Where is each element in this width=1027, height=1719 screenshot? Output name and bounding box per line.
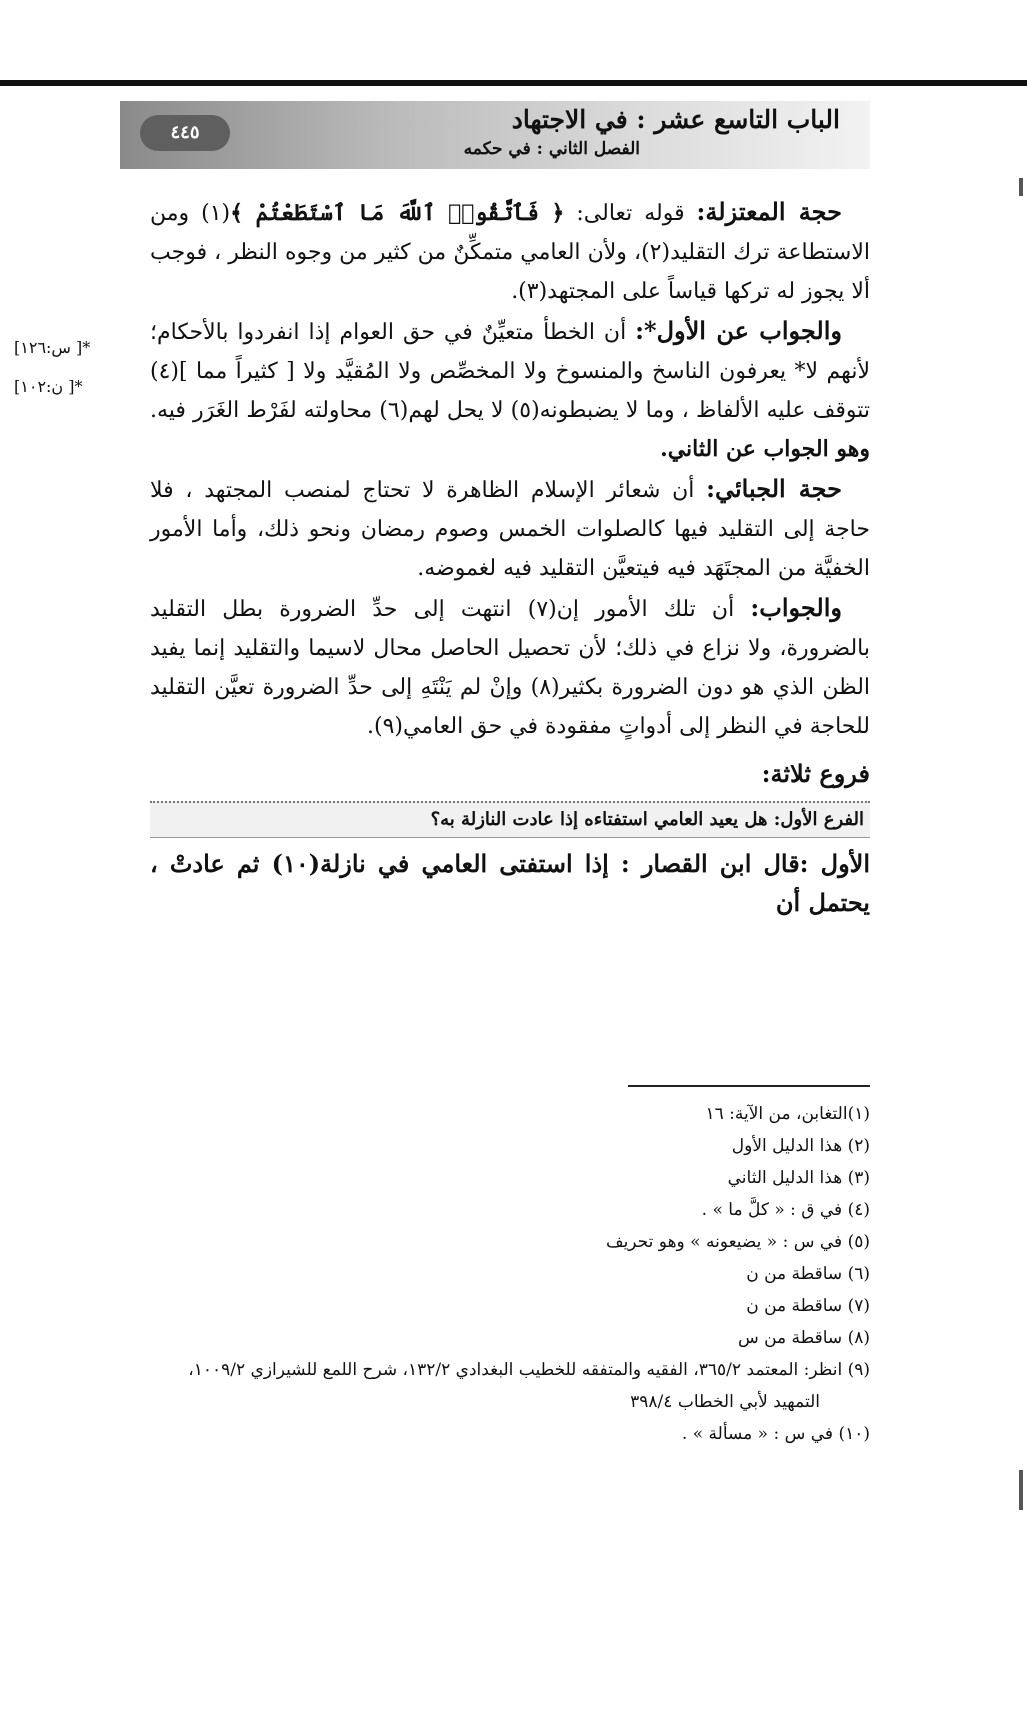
branch-one-title: الفرع الأول: هل يعيد العامي استفتاءه إذا عادت النازلة به؟ bbox=[150, 801, 870, 838]
paragraph-jubbai bbox=[150, 469, 870, 588]
footnote-rule bbox=[628, 1085, 870, 1087]
section-subtitle: الفصل الثاني : في حكمه bbox=[463, 139, 640, 159]
text: (١) ومن الاستطاعة ترك التقليد(٢)، ولأن العامي متمكِّنٌ من كثير من وجوه النظر ، فوجب ألا يجوز له تركها قياساً على المجتهد(٣). bbox=[150, 201, 871, 304]
lead-answer: والجواب: bbox=[750, 593, 842, 622]
page-number: ٤٤٥ bbox=[140, 115, 230, 151]
running-header bbox=[120, 101, 870, 169]
footnote-4: (٤) في ق : « كلَّ ما » . bbox=[701, 1200, 870, 1220]
footnote-1: (١)التغابن، من الآية: ١٦ bbox=[705, 1104, 870, 1124]
paragraph-mutazila bbox=[150, 192, 870, 311]
chapter-title: الباب التاسع عشر : في الاجتهاد bbox=[511, 105, 840, 134]
footnote-3: (٣) هذا الدليل الثاني bbox=[727, 1168, 870, 1188]
footnote-10: (١٠) في س : « مسألة » . bbox=[681, 1424, 870, 1444]
text: قوله تعالى: bbox=[564, 201, 697, 226]
footnotes bbox=[110, 1098, 870, 1450]
paragraph-answer bbox=[150, 588, 870, 746]
footnote-5: (٥) في س : « يضيعونه » وهو تحريف bbox=[605, 1232, 870, 1252]
main-text bbox=[150, 192, 870, 922]
top-rule bbox=[0, 80, 1027, 86]
lead-answer-first: والجواب عن الأول*: bbox=[635, 316, 842, 345]
margin-note-n102: *[ ن:١٠٢] bbox=[14, 377, 83, 396]
footnote-2: (٢) هذا الدليل الأول bbox=[731, 1136, 870, 1156]
scan-mark bbox=[1019, 1470, 1023, 1510]
answer-second: وهو الجواب عن الثاني. bbox=[660, 436, 870, 462]
footnote-9: (٩) انظر: المعتمد ٣٦٥/٢، الفقيه والمتفقه للخطيب البغدادي ١٣٢/٢، شرح اللمع للشيرازي ١٠٠٩/٢، bbox=[188, 1360, 870, 1380]
paragraph-answer-first bbox=[150, 311, 870, 469]
lead-jubbai: حجة الجبائي: bbox=[706, 474, 842, 503]
footnote-8: (٨) ساقطة من س bbox=[737, 1328, 870, 1348]
text: أن تلك الأمور إن(٧) انتهت إلى حدِّ الضرورة بطل التقليد بالضرورة، ولا نزاع في ذلك؛ لأن تحصيل الحاصل محال لاسيما والتقليد إنما يفيد الظن الذي هو دون الضرورة بكثير(٨) وإنْ لم يَنْتَهِ إلى حدِّ الضرورة تعيَّن التقليد للحاجة في النظر إلى أدواتٍ مفقودة في حق العامي(٩). bbox=[150, 597, 871, 739]
text: أن شعائر الإسلام الظاهرة لا تحتاج لمنصب المجتهد ، فلا حاجة إلى التقليد فيها كالصلوات الخمس وصوم رمضان ونحو ذلك، وأما الأمور الخفيَّة من المجتَهَد فيه فيتعيَّن التقليد فيه لغموضه. bbox=[150, 478, 870, 581]
branches-heading: فروع ثلاثة: bbox=[761, 759, 870, 788]
paragraph-branch-one: الأول :قال ابن القصار : إذا استفتى العامي في نازلة(١٠) ثم عادتْ ، يحتمل أن bbox=[150, 849, 871, 917]
scan-mark bbox=[1019, 178, 1023, 196]
lead-mutazila: حجة المعتزلة: bbox=[696, 197, 842, 226]
footnote-6: (٦) ساقطة من ن bbox=[746, 1264, 870, 1284]
quran-verse: ﴿ فَٱتَّقُوا۟ ٱللَّهَ مَا ٱسْتَطَعْتُمْ ﴾ bbox=[230, 200, 565, 226]
footnote-9-continued: التمهيد لأبي الخطاب ٣٩٨/٤ bbox=[630, 1392, 820, 1412]
text: أن الخطأ متعيِّنٌ في حق العوام إذا انفردوا بالأحكام؛ لأنهم لا* يعرفون الناسخ والمنسوخ ولا المخصِّص ولا المُقيَّد ولا [ كثيراً مما ](٤) تتوقف عليه الألفاظ ، وما لا يضبطونه(٥) لا يحل لهم(٦) محاولته لفَرْط الغَرَر فيه. bbox=[150, 320, 870, 423]
margin-note-s126: *[ س:١٢٦] bbox=[14, 338, 91, 357]
footnote-7: (٧) ساقطة من ن bbox=[746, 1296, 870, 1316]
